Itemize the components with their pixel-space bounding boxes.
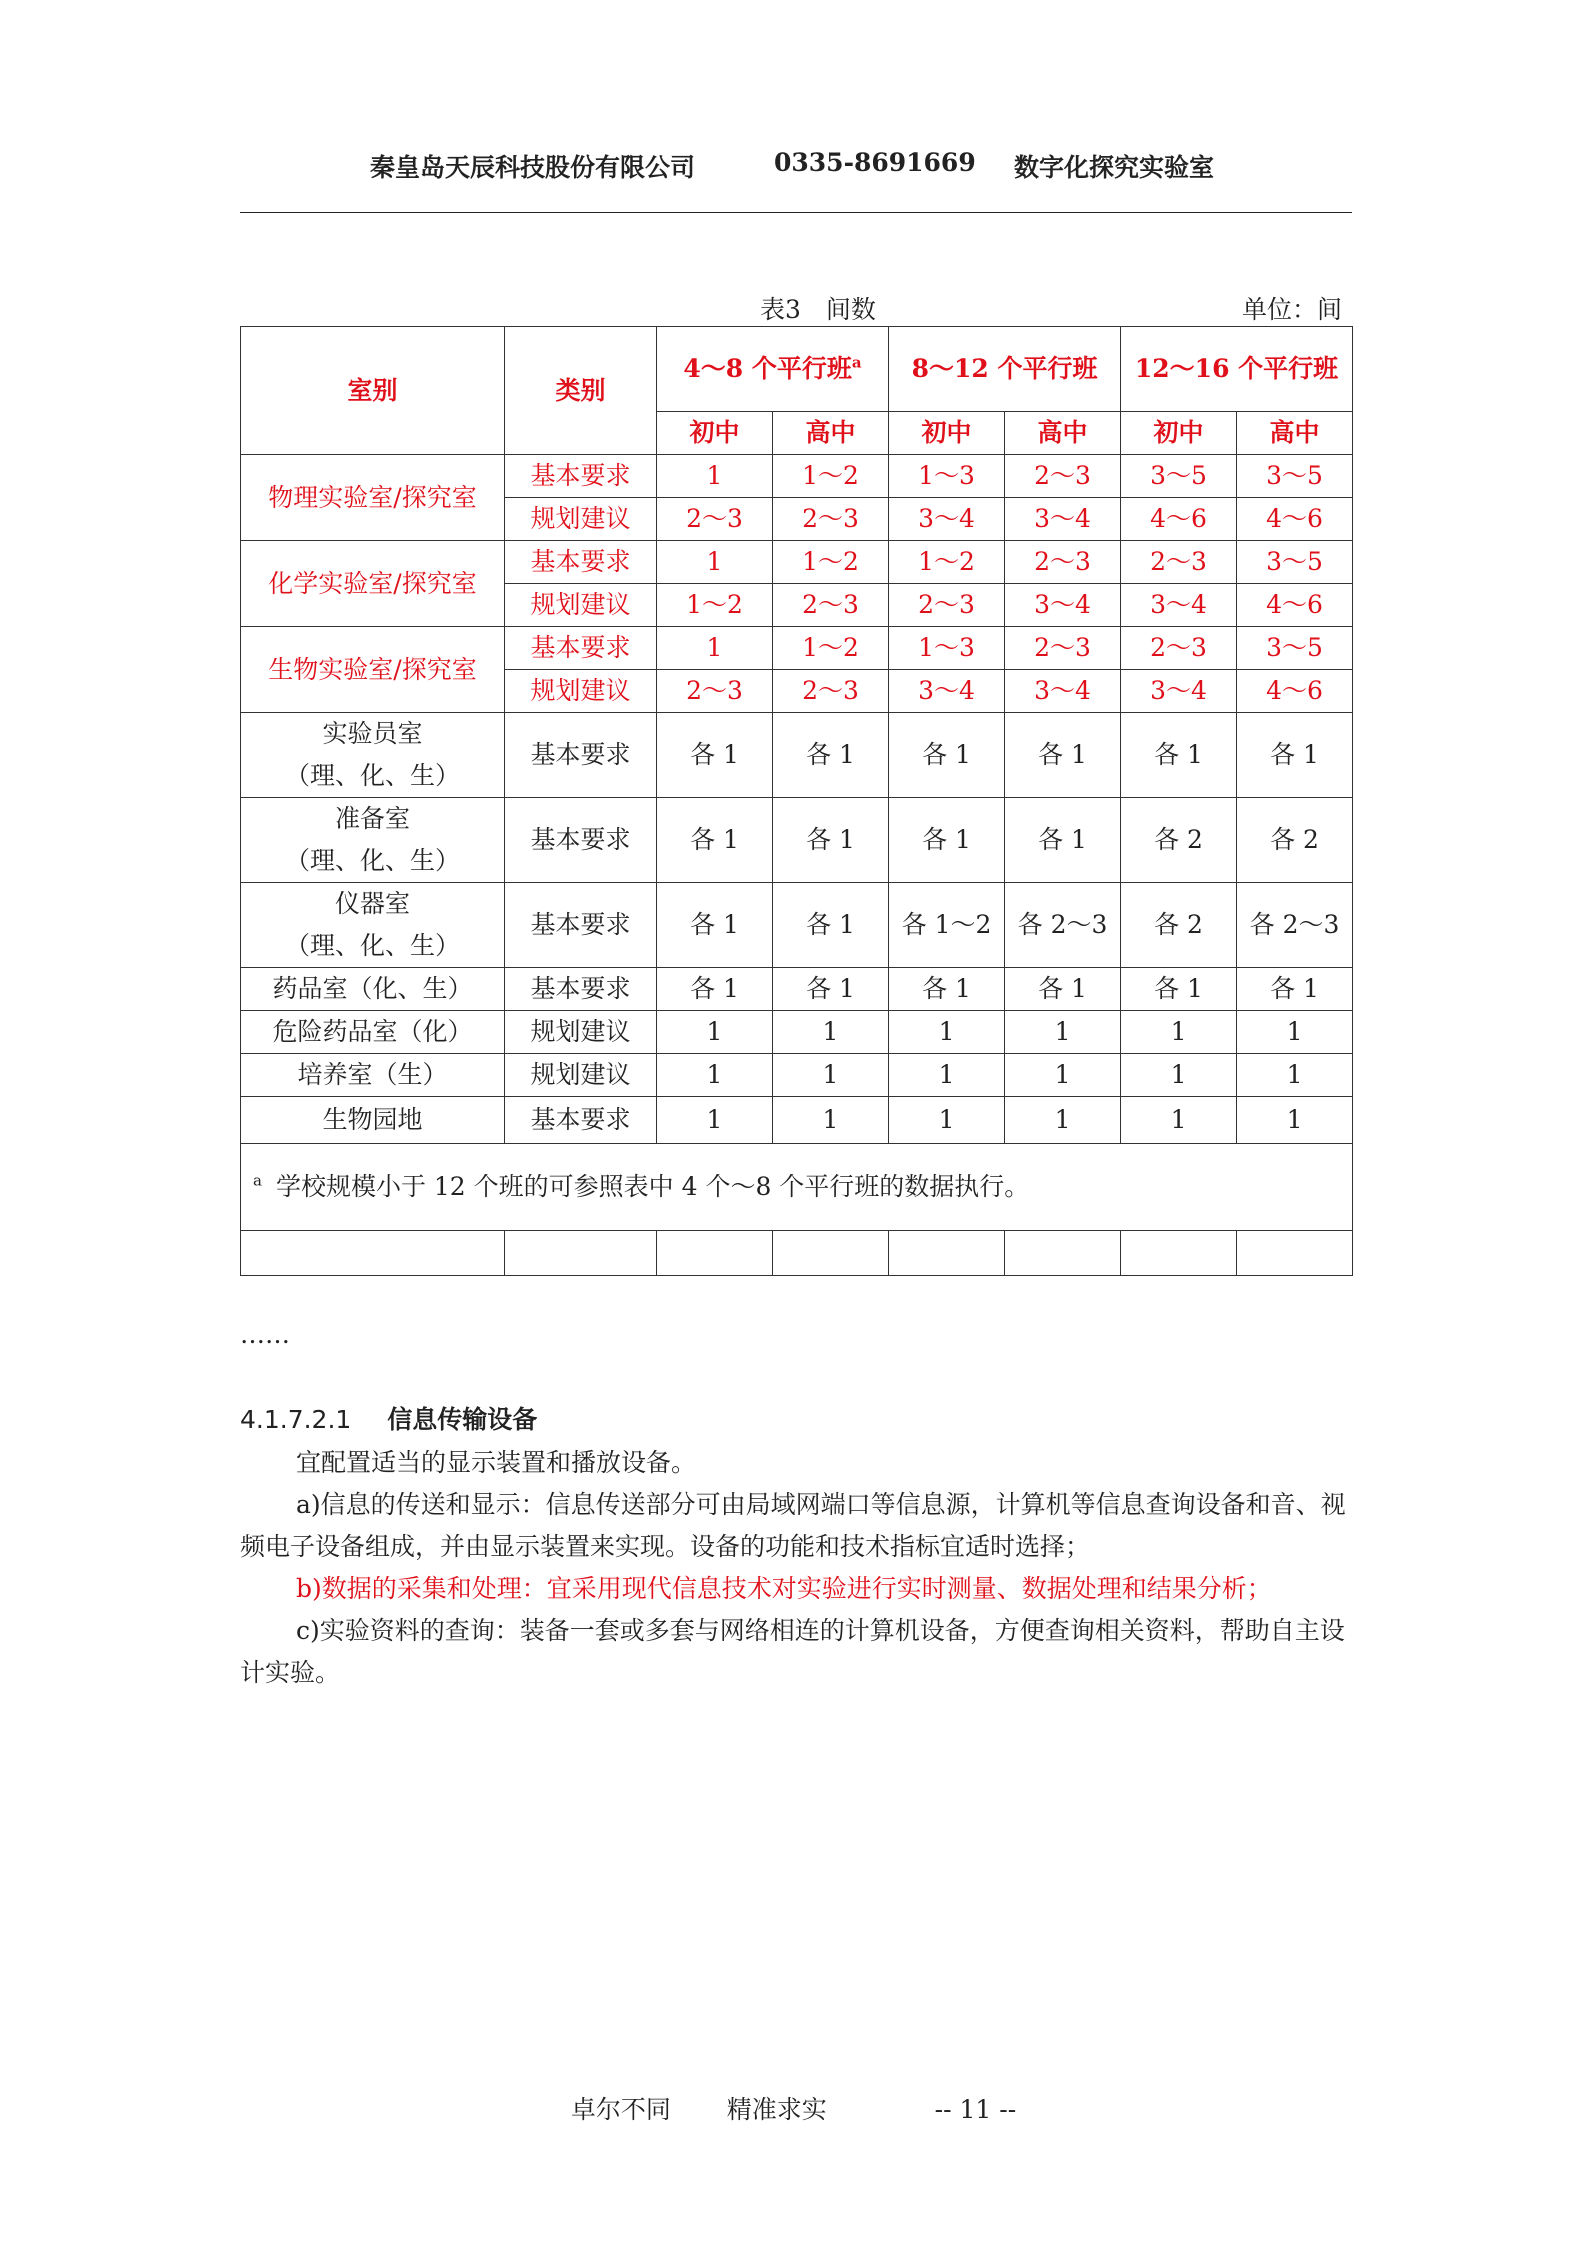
- value-cell: 3～5: [1237, 455, 1353, 498]
- room-name-main: 准备室: [334, 804, 410, 833]
- value-cell: 1: [889, 1097, 1005, 1144]
- value-cell: 2～3: [773, 670, 889, 713]
- header-group-label: 8～12 个平行班: [911, 354, 1098, 383]
- paragraph-c: c)实验资料的查询：装备一套或多套与网络相连的计算机设备，方便查询相关资料，帮助自主设计实验。: [240, 1616, 1345, 1687]
- category-cell: 基本要求: [505, 1097, 657, 1144]
- footer-slogan-2: 精准求实: [726, 2095, 827, 2124]
- section-number: 4.1.7.2.1: [240, 1405, 352, 1434]
- value-cell: 各 1: [1237, 968, 1353, 1011]
- room-name-main: 生物园地: [322, 1105, 423, 1134]
- paragraph-intro: 宜配置适当的显示装置和播放设备。: [296, 1448, 697, 1477]
- category-cell: 基本要求: [505, 968, 657, 1011]
- header-group-label: 12～16 个平行班: [1134, 354, 1339, 383]
- room-name: 物理实验室/探究室: [241, 455, 505, 541]
- table-row: [241, 541, 1353, 584]
- value-cell: 各 2: [1121, 798, 1237, 883]
- value-cell: 2～3: [1121, 541, 1237, 584]
- room-name-sub: （理、化、生）: [284, 761, 460, 790]
- table-row: [241, 1054, 1353, 1097]
- page-footer: [0, 2090, 1587, 2126]
- value-cell: 各 2～3: [1237, 883, 1353, 968]
- value-cell: 各 1: [1121, 713, 1237, 798]
- room-name: [241, 1011, 505, 1054]
- value-cell: 2～3: [657, 670, 773, 713]
- footnote-text: 学校规模小于 12 个班的可参照表中 4 个～8 个平行班的数据执行。: [275, 1172, 1030, 1201]
- value-cell: 1: [657, 1054, 773, 1097]
- footnote-mark: a: [253, 1171, 262, 1190]
- table-footnote: [241, 1144, 1353, 1231]
- room-name-main: 危险药品室（化）: [272, 1017, 473, 1046]
- value-cell: 2～3: [773, 584, 889, 627]
- value-cell: 1: [1237, 1054, 1353, 1097]
- page-header: [240, 140, 1352, 213]
- table-row: [241, 798, 1353, 883]
- value-cell: 3～4: [1121, 584, 1237, 627]
- value-cell: 1: [1121, 1011, 1237, 1054]
- value-cell: 3～5: [1237, 627, 1353, 670]
- value-cell: 1～2: [773, 541, 889, 584]
- value-cell: 各 1: [773, 968, 889, 1011]
- room-name: 化学实验室/探究室: [241, 541, 505, 627]
- table-row: [241, 627, 1353, 670]
- value-cell: 各 1: [1005, 968, 1121, 1011]
- value-cell: 1: [657, 1097, 773, 1144]
- category-cell: 规划建议: [505, 498, 657, 541]
- footnote-row: [241, 1144, 1353, 1231]
- value-cell: 1: [657, 541, 773, 584]
- value-cell: 1～2: [773, 627, 889, 670]
- category-cell: 基本要求: [505, 713, 657, 798]
- value-cell: 3～4: [1005, 498, 1121, 541]
- header-group: [1121, 327, 1353, 412]
- empty-row: [241, 1231, 1353, 1276]
- header-level: 高中: [773, 412, 889, 455]
- value-cell: 各 1: [1121, 968, 1237, 1011]
- value-cell: 2～3: [657, 498, 773, 541]
- empty-cell: [1237, 1231, 1353, 1276]
- value-cell: 4～6: [1237, 584, 1353, 627]
- footer-slogan-1: 卓尔不同: [570, 2095, 671, 2124]
- value-cell: 1～3: [889, 627, 1005, 670]
- value-cell: 各 1: [1005, 798, 1121, 883]
- header-category: 类别: [505, 327, 657, 455]
- value-cell: 各 1: [773, 883, 889, 968]
- table-caption: 表3 间数: [760, 295, 876, 324]
- value-cell: 4～6: [1121, 498, 1237, 541]
- value-cell: 1: [773, 1011, 889, 1054]
- empty-cell: [1121, 1231, 1237, 1276]
- header-group: [657, 327, 889, 412]
- room-name-main: 实验员室: [322, 719, 423, 748]
- value-cell: 各 1: [889, 713, 1005, 798]
- value-cell: 1: [1121, 1097, 1237, 1144]
- value-cell: 2～3: [1005, 541, 1121, 584]
- value-cell: 2～3: [1005, 627, 1121, 670]
- header-level: 高中: [1005, 412, 1121, 455]
- value-cell: 1: [1237, 1097, 1353, 1144]
- room-name-main: 培养室（生）: [297, 1060, 448, 1089]
- room-name-sub: （理、化、生）: [284, 846, 460, 875]
- empty-cell: [773, 1231, 889, 1276]
- value-cell: 1: [657, 455, 773, 498]
- value-cell: 4～6: [1237, 670, 1353, 713]
- table-row: [241, 455, 1353, 498]
- header-level: 初中: [657, 412, 773, 455]
- category-cell: 基本要求: [505, 455, 657, 498]
- empty-cell: [505, 1231, 657, 1276]
- value-cell: 1: [1005, 1097, 1121, 1144]
- value-cell: 3～4: [1121, 670, 1237, 713]
- table-row: [241, 713, 1353, 798]
- value-cell: 1～2: [889, 541, 1005, 584]
- header-level: 初中: [889, 412, 1005, 455]
- value-cell: 1～2: [773, 455, 889, 498]
- value-cell: 1～2: [657, 584, 773, 627]
- room-name: [241, 1054, 505, 1097]
- value-cell: 3～4: [1005, 670, 1121, 713]
- value-cell: 各 1: [889, 798, 1005, 883]
- header-company: 秦皇岛天辰科技股份有限公司: [370, 153, 696, 182]
- paragraph-a: a)信息的传送和显示：信息传送部分可由局域网端口等信息源，计算机等信息查询设备和音、视频电子设备组成，并由显示装置来实现。设备的功能和技术指标宜适时选择；: [240, 1490, 1346, 1561]
- table-row: [241, 1097, 1353, 1144]
- value-cell: 1: [889, 1011, 1005, 1054]
- category-cell: 基本要求: [505, 541, 657, 584]
- value-cell: 1: [889, 1054, 1005, 1097]
- value-cell: 各 1: [657, 713, 773, 798]
- value-cell: 2～3: [773, 498, 889, 541]
- table-caption-row: [240, 286, 1352, 326]
- header-room-type: 室别: [241, 327, 505, 455]
- value-cell: 1: [657, 1011, 773, 1054]
- value-cell: 各 2: [1237, 798, 1353, 883]
- value-cell: 各 1: [657, 968, 773, 1011]
- table-row: [241, 968, 1353, 1011]
- value-cell: 1: [1005, 1054, 1121, 1097]
- room-name-main: 药品室（化、生）: [272, 974, 473, 1003]
- category-cell: 规划建议: [505, 1054, 657, 1097]
- value-cell: 各 2: [1121, 883, 1237, 968]
- table-unit: 单位：间: [1241, 295, 1342, 324]
- room-name-sub: （理、化、生）: [284, 931, 460, 960]
- header-level: 初中: [1121, 412, 1237, 455]
- room-name: [241, 798, 505, 883]
- room-name: [241, 713, 505, 798]
- room-count-table: [240, 326, 1353, 1276]
- header-group: [889, 327, 1121, 412]
- value-cell: 3～5: [1237, 541, 1353, 584]
- paragraph-b: b)数据的采集和处理：宜采用现代信息技术对实验进行实时测量、数据处理和结果分析；: [296, 1574, 1272, 1603]
- section-title: 信息传输设备: [387, 1405, 538, 1434]
- value-cell: 1: [773, 1097, 889, 1144]
- header-product: 数字化探究实验室: [1014, 153, 1215, 182]
- empty-cell: [241, 1231, 505, 1276]
- value-cell: 2～3: [889, 584, 1005, 627]
- value-cell: 3～4: [889, 498, 1005, 541]
- value-cell: 各 1: [657, 883, 773, 968]
- value-cell: 4～6: [1237, 498, 1353, 541]
- category-cell: 基本要求: [505, 798, 657, 883]
- value-cell: 各 1: [1005, 713, 1121, 798]
- category-cell: 基本要求: [505, 883, 657, 968]
- header-level: 高中: [1237, 412, 1353, 455]
- footnote-mark: a: [851, 353, 862, 372]
- section-heading: [240, 1400, 537, 1436]
- category-cell: 规划建议: [505, 1011, 657, 1054]
- value-cell: 1: [1237, 1011, 1353, 1054]
- value-cell: 3～4: [889, 670, 1005, 713]
- value-cell: 各 1: [657, 798, 773, 883]
- value-cell: 各 1: [773, 713, 889, 798]
- table-row: [241, 883, 1353, 968]
- value-cell: 各 2～3: [1005, 883, 1121, 968]
- value-cell: 各 1: [1237, 713, 1353, 798]
- category-cell: 基本要求: [505, 627, 657, 670]
- value-cell: 各 1: [773, 798, 889, 883]
- room-name: 生物实验室/探究室: [241, 627, 505, 713]
- value-cell: 3～4: [1005, 584, 1121, 627]
- value-cell: 1: [1121, 1054, 1237, 1097]
- room-name: [241, 883, 505, 968]
- table-header-row: [241, 327, 1353, 412]
- table-row: [241, 1011, 1353, 1054]
- value-cell: 1: [1005, 1011, 1121, 1054]
- value-cell: 2～3: [1005, 455, 1121, 498]
- value-cell: 3～5: [1121, 455, 1237, 498]
- room-name-main: 仪器室: [334, 889, 410, 918]
- value-cell: 1: [773, 1054, 889, 1097]
- room-name: [241, 1097, 505, 1144]
- header-group-label: 4～8 个平行班: [683, 354, 852, 383]
- footer-page-number: -- 11 --: [934, 2095, 1017, 2124]
- value-cell: 各 1: [889, 968, 1005, 1011]
- empty-cell: [1005, 1231, 1121, 1276]
- value-cell: 1: [657, 627, 773, 670]
- value-cell: 2～3: [1121, 627, 1237, 670]
- category-cell: 规划建议: [505, 584, 657, 627]
- empty-cell: [889, 1231, 1005, 1276]
- value-cell: 1～3: [889, 455, 1005, 498]
- empty-cell: [657, 1231, 773, 1276]
- value-cell: 各 1～2: [889, 883, 1005, 968]
- category-cell: 规划建议: [505, 670, 657, 713]
- room-name: [241, 968, 505, 1011]
- ellipsis: ……: [240, 1320, 290, 1349]
- header-phone: 0335-8691669: [774, 148, 976, 177]
